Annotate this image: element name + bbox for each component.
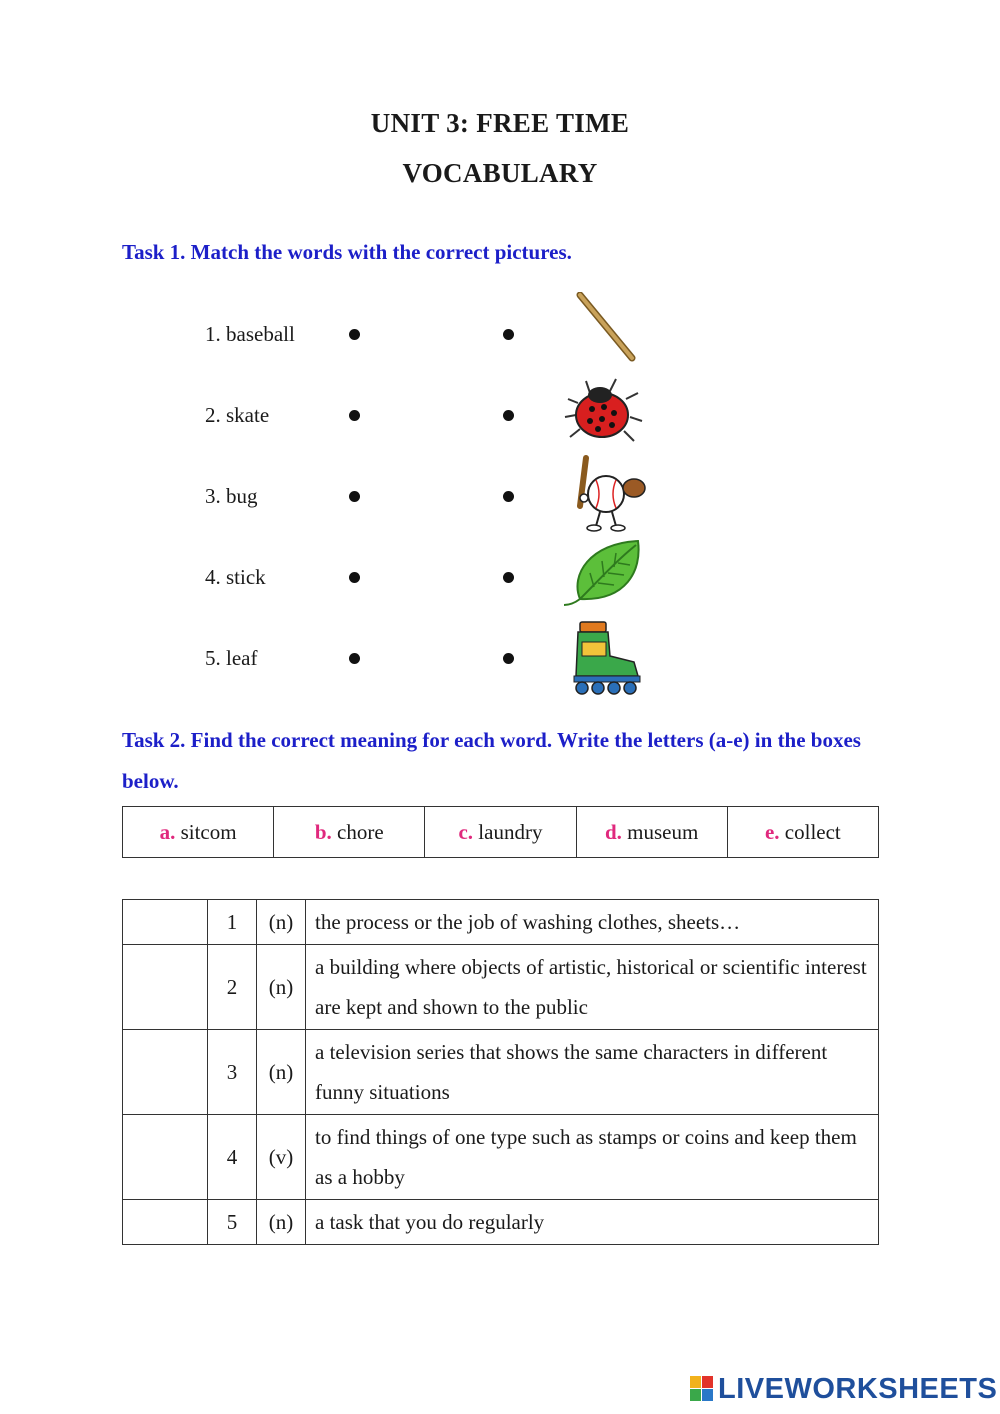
match-word: 4. stick (205, 565, 266, 589)
part-of-speech: (n) (257, 1030, 306, 1115)
ladybug-picture (560, 373, 660, 453)
option-letter: e. (764, 819, 780, 844)
answer-box[interactable] (123, 1115, 208, 1200)
word-option (123, 807, 274, 858)
definitions-table (122, 899, 879, 1245)
word-dot[interactable] (349, 410, 360, 421)
row-number: 2 (208, 945, 257, 1030)
definition: a task that you do regularly (306, 1200, 879, 1245)
answer-box[interactable] (123, 900, 208, 945)
option-word: collect (784, 819, 841, 844)
match-row (0, 476, 1000, 516)
answer-box[interactable] (123, 1030, 208, 1115)
part-of-speech: (v) (257, 1115, 306, 1200)
page-subtitle: VOCABULARY (402, 158, 598, 188)
word-option (425, 807, 576, 858)
part-of-speech: (n) (257, 900, 306, 945)
match-row (0, 314, 1000, 354)
match-row (0, 395, 1000, 435)
match-word: 2. skate (205, 403, 270, 427)
definition: a television series that shows the same characters in different funny situations (306, 1030, 879, 1115)
definition: the process or the job of washing clothes, sheets… (306, 900, 879, 945)
option-letter: a. (159, 819, 176, 844)
option-word: museum (627, 819, 699, 844)
word-dot[interactable] (349, 491, 360, 502)
match-row (0, 638, 1000, 678)
row-number: 3 (208, 1030, 257, 1115)
table-row (123, 1115, 879, 1200)
task2-heading: Task 2. Find the correct meaning for each word. Write the letters (a-e) in the boxes below. (122, 728, 861, 793)
match-word: 1. baseball (205, 322, 295, 346)
option-word: chore (337, 819, 384, 844)
row-number: 4 (208, 1115, 257, 1200)
brand-icon (690, 1376, 714, 1402)
word-option (274, 807, 425, 858)
match-row (0, 557, 1000, 597)
option-word: sitcom (180, 819, 237, 844)
word-dot[interactable] (349, 653, 360, 664)
table-row (123, 1030, 879, 1115)
definition: to find things of one type such as stamps or coins and keep them as a hobby (306, 1115, 879, 1200)
word-option (727, 807, 878, 858)
picture-dot[interactable] (503, 653, 514, 664)
option-letter: c. (458, 819, 474, 844)
match-word: 3. bug (205, 484, 258, 508)
picture-dot[interactable] (503, 329, 514, 340)
option-word: laundry (478, 819, 543, 844)
picture-dot[interactable] (503, 491, 514, 502)
liveworksheets-logo (690, 1373, 997, 1405)
page-title: UNIT 3: FREE TIME (370, 108, 630, 138)
option-letter: b. (314, 819, 332, 844)
stick-picture (560, 292, 660, 372)
part-of-speech: (n) (257, 945, 306, 1030)
table-row (123, 945, 879, 1030)
word-dot[interactable] (349, 329, 360, 340)
word-dot[interactable] (349, 572, 360, 583)
picture-dot[interactable] (503, 572, 514, 583)
table-row (123, 900, 879, 945)
task1-heading: Task 1. Match the words with the correct pictures. (122, 240, 572, 264)
baseball-player-picture (560, 454, 660, 534)
row-number: 1 (208, 900, 257, 945)
word-options-table (122, 806, 879, 858)
picture-dot[interactable] (503, 410, 514, 421)
row-number: 5 (208, 1200, 257, 1245)
answer-box[interactable] (123, 945, 208, 1030)
match-word: 5. leaf (205, 646, 258, 670)
definition: a building where objects of artistic, historical or scientific interest are kept and shown to the public (306, 945, 879, 1030)
answer-box[interactable] (123, 1200, 208, 1245)
option-letter: d. (604, 819, 622, 844)
rollerskate-picture (560, 616, 660, 696)
word-option (576, 807, 727, 858)
leaf-picture (560, 535, 660, 615)
table-row (123, 1200, 879, 1245)
part-of-speech: (n) (257, 1200, 306, 1245)
brand-name: LIVEWORKSHEETS (718, 1372, 998, 1405)
